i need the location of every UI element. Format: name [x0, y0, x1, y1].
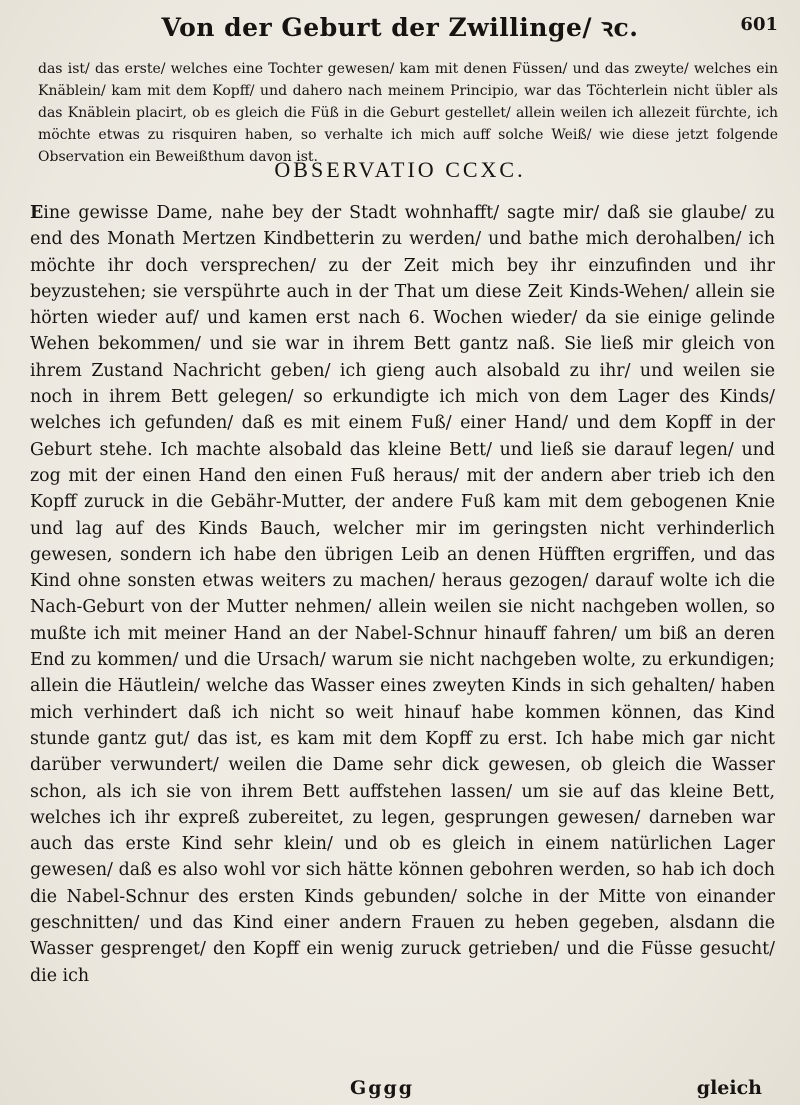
intro-paragraph	[38, 58, 778, 168]
running-title: Von der Geburt der Zwillinge/ ꝛc.	[161, 13, 639, 42]
observation-paragraph	[30, 200, 775, 989]
dropcap: E	[30, 203, 44, 223]
observation-text: ine gewisse Dame, nahe bey der Stadt wohnhafft/ sagte mir/ daß sie glaube/ zu end des Monath Mertzen Kindbetterin zu werden/ und bathe mich derohalben/ ich möchte ihr doch versprechen/ zu der Zeit mich bey ihr einzufinden und ihr beyzustehen; sie verspührte auch in der That um diese Zeit Kinds-Wehen/ allein sie hörten wieder auf/ und kamen erst nach 6. Wochen wieder/ da sie einige gelinde Wehen bekommen/ und sie war in ihrem Bett gantz naß. Sie ließ mir gleich von ihrem Zustand Nachricht geben/ ich gieng auch alsobald zu ihr/ und weilen sie noch in ihrem Bett gelegen/ so erkundigte ich mich von dem Lager des Kinds/ welches ich gefunden/ daß es mit einem Fuß/ einer Hand/ und dem Kopff in der Geburt stehe. Ich machte alsobald das kleine Bett/ und ließ sie darauf legen/ und zog mit der einen Hand den einen Fuß heraus/ mit der andern aber trieb ich den Kopff zuruck in die Gebähr-Mutter, der andere Fuß kam mit dem gebogenen Knie und lag auf des Kinds Bauch, welcher mir im geringsten nicht verhinderlich gewesen, sondern ich habe den übrigen Leib an denen Hüfften ergriffen, und das Kind ohne sonsten etwas weiters zu machen/ heraus gezogen/ darauf wolte ich die Nach-Geburt von der Mutter nehmen/ allein weilen sie nicht nachgeben wollen, so mußte ich mit meiner Hand an der Nabel-Schnur hinauff fahren/ um biß an deren End zu kommen/ und die Ursach/ warum sie nicht nachgeben wolte, zu erkundigen; allein die Häutlein/ welche das Wasser eines zweyten Kinds in sich gehalten/ haben mich verhindert daß ich nicht so weit hinauf habe kommen können, das Kind stunde gantz gut/ das ist, es kam mit dem Kopff zu erst. Ich habe mich gar nicht darüber verwundert/ weilen die Dame sehr dick gewesen, ob gleich die Wasser schon, als ich sie von ihrem Bett auffstehen lassen/ um sie auf das kleine Bett, welches ich ihr expreß zubereitet, zu legen, gesprungen gewesen/ darneben war auch das erste Kind sehr klein/ und ob es gleich in einem natürlichen Lager gewesen/ daß es also wohl vor sich hätte können gebohren werden, so hab ich doch die Nabel-Schnur des ersten Kinds gebunden/ solche in der Mitte von einander geschnitten/ und das Kind einer andern Frauen zu heben gegeben, alsdann die Wasser gesprenget/ den Kopff ein wenig zuruck getrieben/ und die Füsse gesucht/ die ich	[30, 203, 775, 986]
intro-text: das ist/ das erste/ welches eine Tochter gewesen/ kam mit denen Füssen/ und das zweyte/ welches ein Knäblein/ kam mit dem Kopff/ und dahero nach meinem Principio, war das Töchterlein nicht übler als das Knäblein placirt, ob es gleich die Füß in die Geburt gestellet/ allein weilen ich allezeit fürchte, ich möchte etwas zu risquiren haben, so verhalte ich mich auff solche Weiß/ wie diese jetzt folgende Observation ein Beweißthum davon ist.	[38, 61, 778, 165]
observation-body	[30, 200, 775, 989]
page-number: 601	[740, 14, 778, 35]
catchword: gleich	[696, 1077, 762, 1099]
section-title: OBSERVATIO CCXC.	[274, 157, 526, 182]
running-head	[0, 10, 800, 50]
page-footer	[0, 1077, 800, 1101]
signature-mark: Gggg	[350, 1077, 415, 1099]
